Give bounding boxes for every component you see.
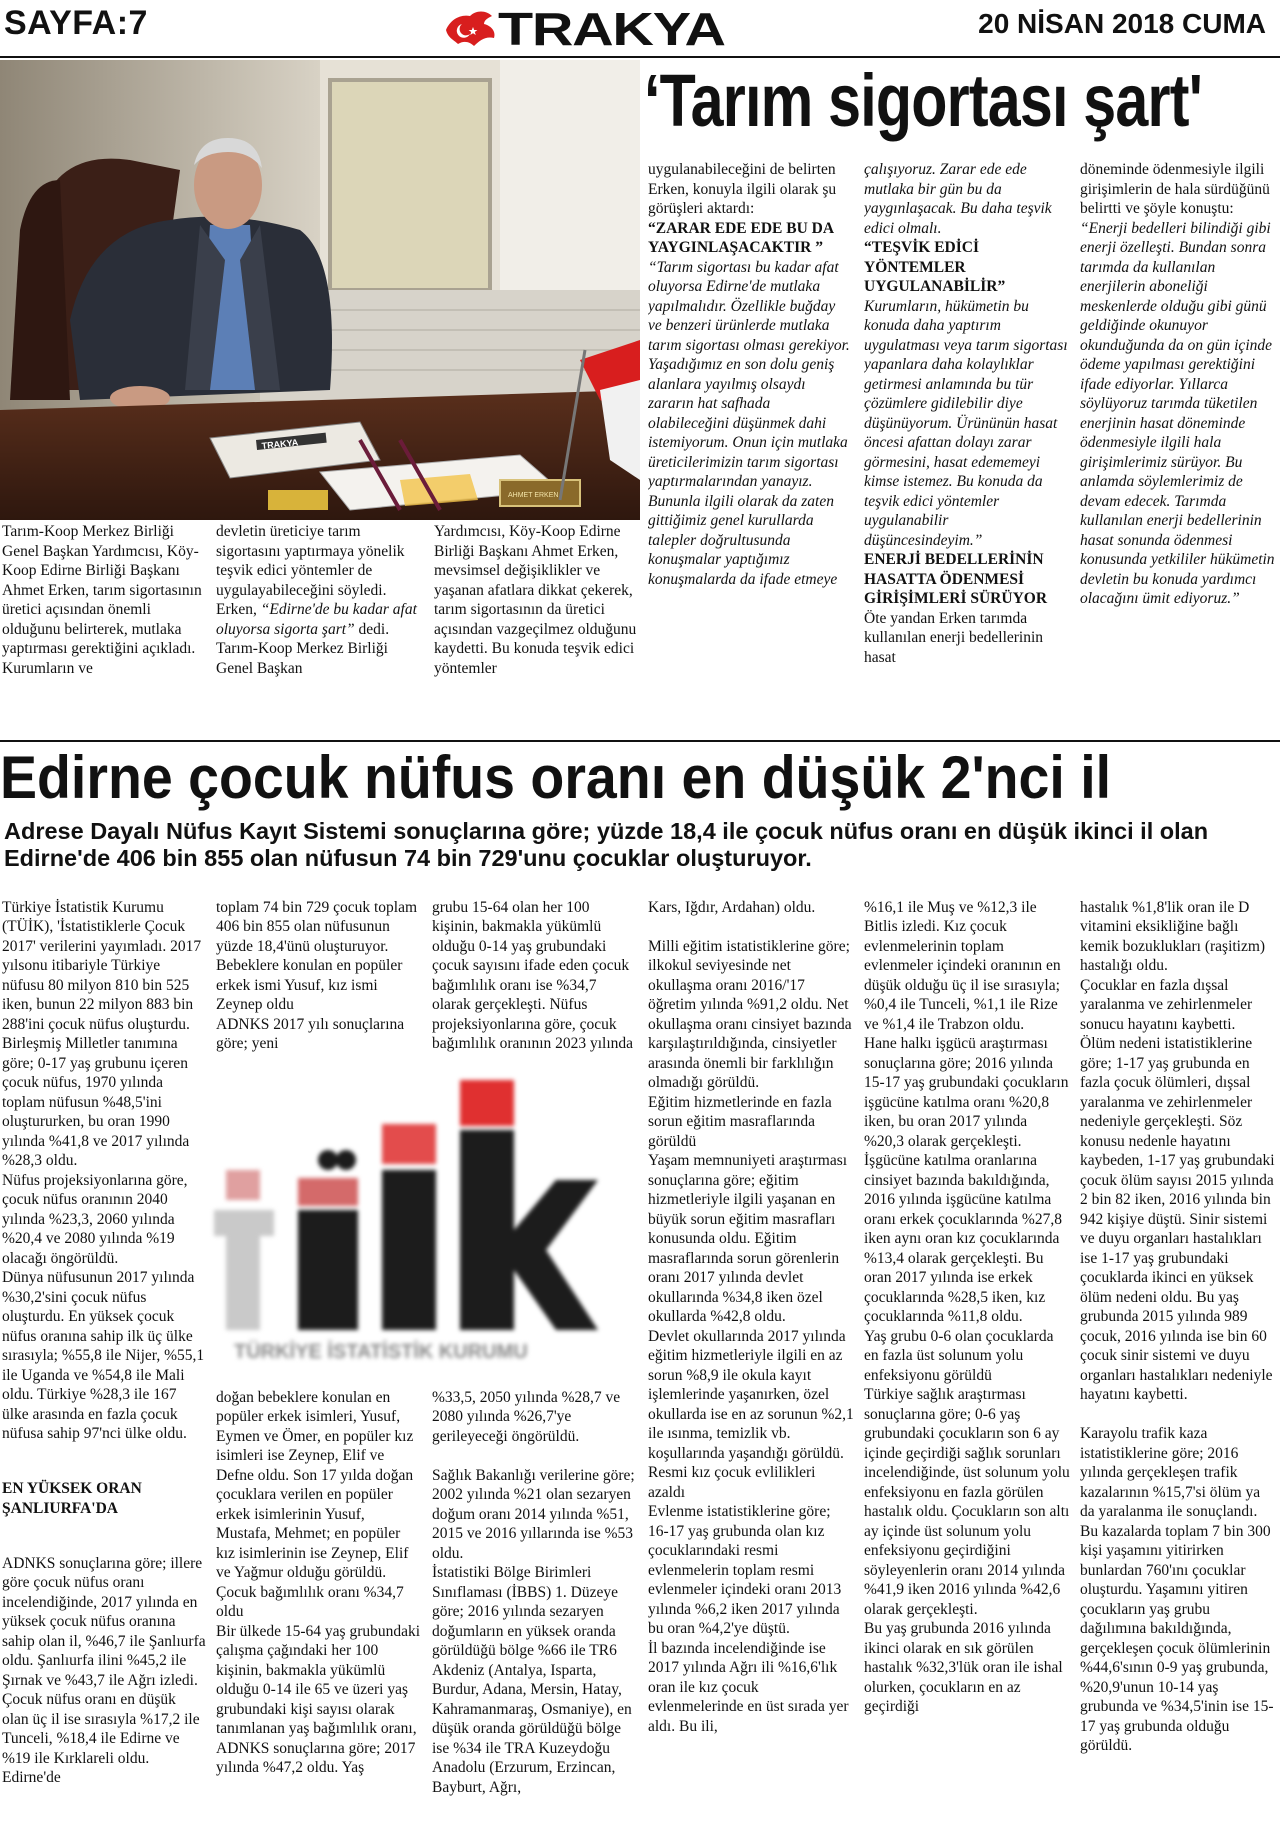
article-divider [0, 740, 1280, 742]
article1-col4-text: uygulanabileceğini de belirten Erken, konuyla ilgili olarak şu görüşleri aktardı: [648, 161, 837, 217]
newspaper-logo [440, 2, 760, 54]
article2-col1-text: Türkiye İstatistik Kurumu (TÜİK), 'İstatistiklerle Çocuk 2017' verilerini yayımladı. 2017 yılsonu itibariyle Türkiye nüfusu 80 milyon 810 bin 525 iken, bunun 22 milyon 883 bin 288'ini çocuk nüfus oluşturdu. Birleşmiş Milletler tanımına göre; 0-17 yaş grubunu içeren çocuk nüfus, 1970 yılında toplam nüfusun %48,5'ini oluştururken, bu oran 1990 yılında %41,8 ve 2017 yılında %28,3 oldu. Nüfus projeksiyonlarına göre, çocuk nüfus oranının 2040 yılında %23,3, 2060 yılında %20,4 ve 2080 yılında %19 olacağı öngörüldü. Dünya nüfusunun 2017 yılında %30,2'sini çocuk nüfus oluşturdu. En yüksek çocuk nüfus oranına sahip ilk üç ülke sırasıyla; %55,8 ile Nijer, %55,1 ile Uganda ve %54,8 ile Mali oldu. Türkiye %28,3 ile 167 ülke arasında en fazla çocuk nüfusa sahip 97'nci ülke oldu. [2, 898, 205, 1442]
turkey-map-icon [440, 6, 500, 52]
tuik-logo [206, 1060, 646, 1360]
article1-col2-text-end: dedi. [354, 620, 390, 638]
article2-headline: Edirne çocuk nüfus oranı en düşük 2'nci il [0, 744, 1112, 811]
article2-column-3-bottom [432, 1368, 638, 1838]
article2-column-5 [864, 878, 1070, 1838]
page-number: SAYFA:7 [4, 4, 148, 42]
article1-col4-quote: “Tarım sigortası bu kadar afat oluyorsa Edirne'de mutlaka yapılmalıdır. Özellikle buğday ve benzeri ürünlerde mutlaka tarım sigortası olması gerekiyor. Yaşadığımız en son dolu geniş alanlara yayılmış olsaydı zararın hat safhada olabileceğini düşünmek dahi istemiyorum. Onun için mutlaka üreticilerimizin tarım sigortası yaptırmalarından yanayız. Bununla ilgili olarak da zaten gittiğimiz genel kurullarda talepler doğrultusunda konuşmalar yaptığımız konuşmalarda da ifade etmeye [648, 258, 850, 588]
issue-date: 20 NİSAN 2018 CUMA [978, 8, 1266, 39]
article2-column-2-top [216, 878, 422, 1058]
article2-column-4 [648, 878, 854, 1838]
article1-column-3 [434, 522, 638, 734]
article2-col3-text-2: %33,5, 2050 yılında %28,7 ve 2080 yılında %26,7'ye gerileyeceği öngörüldü. Sağlık Bakanlığı verilerine göre; 2002 yılında %21 olan sezaryen doğum oranı 2014 yılında %51, 2015 ve 2016 yıllarında ise %53 oldu. İstatistiki Bölge Birimleri Sınıflaması (İBBS) 1. Düzeye göre; 2016 yılında sezaryen doğumların en yüksek oranda görüldüğü bölge %66 ile TR6 Akdeniz (Antalya, Isparta, Burdur, Adana, Mersin, Hatay, Kahramanmaraş, Osmaniye), en düşük oranda görüldüğü bölge ise %34 ile TRA Kuzeydoğu Anadolu (Erzurum, Erzincan, Bayburt, Ağrı, [432, 1388, 635, 1796]
article1-col5-subheading-1: “TEŞVİK EDİCİ YÖNTEMLER UYGULANABİLİR” [864, 239, 1006, 295]
article1-col3-text: Yardımcısı, Köy-Koop Edirne Birliği Başkanı Ahmet Erken, mevsimsel değişiklikler ve yaşanan afatlara dikkat çekerek, tarım sigortasının da üretici açısından vazgeçilmez olduğunu kaydetti. Bu konuda teşvik edici yöntemler [434, 523, 637, 677]
article1-col6-quote: “Enerji bedelleri bilindiği gibi enerji özelleşti. Bundan sonra tarımda da kullanılan enerjilerin aboneliği meskenlerde olduğu gibi günü geldiğinde okunuyor okunduğunda da on gün içinde ödeme yapılması gerektiğini ifade ediyorlar. Yıllarca söylüyoruz tarımda tüketilen enerjinin hasat döneminde ödenmesiyle ilgili hala girişimlerimiz sürüyor. Bu anlamda söylemlerimiz de devam edecek. Tarımda kullanılan enerji bedellerinin hasat sonunda ödenmesi konusunda yetkililer hükümetin devletin bu konuda yardımcı olacağını ümit ediyoruz.” [1080, 219, 1275, 607]
page-header [0, 0, 1280, 56]
article1-column-2 [216, 522, 424, 734]
article2-col6-text: hastalık %1,8'lik oran ile D vitamini eksikliğine bağlı kemik bozuklukları (raşitizm) hastalığı oldu. Çocuklar en fazla dışsal yaralanma ve zehirlenmeler sonucu hayatını kaybetti. Ölüm nedeni istatistiklerine göre; 1-17 yaş grubunda en fazla çocuk ölümleri, dışsal yaralanma ve zehirlenmeler nedeniyle gerçekleşti. Söz konusu nedenle hayatını kaybeden, 1-17 yaş grubundaki çocuk ölüm sayısı 2015 yılında 2 bin 82 iken, 2016 yılında bin 942 kişiye düştü. Sinir sistemi ve duyu organları hastalıkları ise 1-17 yaş grubundaki çocuklarda ikinci en yüksek ölüm nedeni oldu. Bu yaş grubunda 2015 yılında 989 çocuk, 2016 yılında ise bin 60 çocuk sinir sistemi ve duyu organları hastalıkları nedeniyle hayatını kaybetti. Karayolu trafik kaza istatistiklerine göre; 2016 yılında gerçekleşen trafik kazalarının %15,7'si ölüm ya da yaralanma ile sonuçlandı. Bu kazalarda toplam 7 bin 300 kişi yaşamını yitirirken bunlardan 760'ını çocuklar oluşturdu. Yaşamını yitiren çocukların yaş grubu dağılımına bakıldığında, gerçekleşen çocuk ölümlerinin %44,6'sının 0-9 yaş grubunda, %20,9'unun 10-14 yaş grubunda ve %34,5'inin ise 15-17 yaş grubunda olduğu görüldü. [1080, 898, 1275, 1754]
article2-col4-text: Kars, Iğdır, Ardahan) oldu. Milli eğitim istatistiklerine göre; ilkokul seviyesinde net okullaşma oranı 2016/'17 öğretim yılında %91,2 oldu. Net okullaşma oranı cinsiyet bazında karşılaştırıldığında, cinsiyetler arasında önemli bir farklılığın olmadığı görüldü. Eğitim hizmetlerinde en fazla sorun eğitim masraflarında görüldü Yaşam memnuniyeti araştırması sonuçlarına göre; eğitim hizmetleriyle ilgili yaşanan en büyük sorun eğitim masrafları konusunda oldu. Eğitim masraflarında sorun görenlerin oranı 2017 yılında devlet okullarında %34,8 iken özel okullarda %42,8 oldu. Devlet okullarında 2017 yılında eğitim hizmetleriyle ilgili en az sorun %8,9 ile okula kayıt işlemlerinde yaşanırken, özel okullarda ise en az sorunun %2,1 ile ısınma, temizlik vb. koşullarında yaşandığı görüldü. Resmi kız çocuk evlilikleri azaldı Evlenme istatistiklerine göre; 16-17 yaş grubunda olan kız çocuklarındaki resmi evlenmelerin toplam resmi evlenmeler içindeki oranı 2013 yılında %6,2 iken 2017 yılında bu oran %4,2'ye düştü. İl bazında incelendiğinde ise 2017 yılında Ağrı ili %16,6'lık oran ile kız çocuk evlenmelerinde en üst sırada yer aldı. Bu ili, [648, 898, 854, 1735]
article1-col2-text-2: Tarım-Koop Merkez Birliği Genel Başkan [216, 640, 388, 677]
article2-col3-text: grubu 15-64 olan her 100 kişinin, bakmakla yükümlü olduğu 0-14 yaş grubundaki çocuk sayısını ifade eden çocuk bağımlılık oranı ise %34,7 olarak gerçekleşti. Nüfus projeksiyonlarına göre, çocuk bağımlılık oranının 2023 yılında [432, 898, 634, 1052]
article2-col2-text: toplam 74 bin 729 çocuk toplam 406 bin 855 olan nüfusunun yüzde 18,4'ünü oluşturuyor. Bebeklere konulan en popüler erkek ismi Yusuf, kız ismi Zeynep oldu ADNKS 2017 yılı sonuçlarına göre; yeni [216, 898, 418, 1052]
article1-col1-text: Tarım-Koop Merkez Birliği Genel Başkan Yardımcısı, Köy-Koop Edirne Birliği Başkanı Ahmet Erken, tarım sigortasının üretici açısından önemli olduğunu belirterek, mutlaka yaptırması gerektiğini açıkladı. Kurumların ve [2, 523, 202, 677]
desk-nameplate: AHMET ERKEN [508, 492, 559, 499]
article1-col2-text: devletin üreticiye tarım sigortasını yaptırmaya yönelik teşvik edici yöntemler de uygulayabileceğini söyledi. Erken, [216, 523, 405, 618]
article1-col4-subheading: “ZARAR EDE EDE BU DA YAYGINLAŞACAKTIR ” [648, 219, 834, 256]
article2-column-3-top [432, 878, 638, 1058]
article1-column-4 [648, 160, 852, 735]
tuik-logo-caption: TÜRKİYE İSTATİSTİK KURUMU [234, 1341, 528, 1360]
article2-col1-subheading: EN YÜKSEK ORAN ŞANLIURFA'DA [2, 1480, 142, 1517]
article1-column-1 [2, 522, 206, 734]
article2-col1-text-2: ADNKS sonuçlarına göre; illere göre çocuk nüfus oranı incelendiğinde, 2017 yılında en yüksek çocuk nüfus oranına sahip olan il, %46,7 ile Şanlıurfa oldu. Şanlıurfa ilini %45,2 ile Şırnak ve %43,7 ile Ağrı izledi. Çocuk nüfus oranı en düşük olan üç il ise sırasıyla %17,2 ile Tunceli, %18,4 ile Edirne ve %19 ile Kırklareli oldu. Edirne'de [2, 1554, 206, 1786]
article2-column-6 [1080, 878, 1276, 1838]
photo-illustration [0, 60, 640, 520]
article1-headline: ‘Tarım sigortası şart' [644, 59, 1202, 142]
article1-column-5 [864, 160, 1068, 735]
tuik-logo-graphic [206, 1060, 646, 1360]
article-photo [0, 60, 640, 520]
article2-column-2-bottom [216, 1368, 422, 1838]
article1-column-6 [1080, 160, 1276, 735]
article1-col5-quote-1: çalışıyoruz. Zarar ede ede mutlaka bir gün bu da yaygınlaşacak. Bu daha teşvik edici olmalı. [864, 161, 1052, 237]
article1-col5-subheading-2: ENERJİ BEDELLERİNİN HASATTA ÖDENMESİ GİRİŞİMLERİ SÜRÜYOR [864, 551, 1048, 607]
article2-col2-text-2: doğan bebeklere konulan en popüler erkek isimleri, Yusuf, Eymen ve Ömer, en popüler kız isimleri ise Zeynep, Elif ve Defne oldu. Son 17 yılda doğan çocuklara verilen en popüler erkek isimlerinin Yusuf, Mustafa, Mehmet; en popüler kız isimlerinin ise Zeynep, Elif ve Yağmur olduğu görüldü. Çocuk bağımlılık oranı %34,7 oldu Bir ülkede 15-64 yaş grubundaki çalışma çağındaki her 100 kişinin, bakmakla yükümlü olduğu 0-14 ile 65 ve üzeri yaş grubundaki kişi sayısı olarak tanımlanan yaş bağımlılık oranı, ADNKS sonuçlarına göre; 2017 yılında %47,2 oldu. Yaş [216, 1388, 421, 1776]
article2-column-1 [2, 878, 206, 1838]
article1-col5-text: Öte yandan Erken tarımda kullanılan enerji bedellerinin hasat [864, 609, 1044, 666]
article1-col6-text: döneminde ödenmesiyle ilgili girişimlerin de hala sürdüğünü belirtti ve şöyle konuştu: [1080, 161, 1270, 217]
logo-text: TRAKYA [498, 3, 725, 55]
article2-col5-text: %16,1 ile Muş ve %12,3 ile Bitlis izledi. Kız çocuk evlenmelerinin toplam evlenmeler içindeki oranının en düşük olduğu üç il ise sırasıyla; %0,4 ile Tunceli, %1,1 ile Rize ve %1,4 ile Trabzon oldu. Hane halkı işgücü araştırması sonuçlarına göre; 2016 yılında 15-17 yaş grubundaki çocukların işgücüne katılma oranı %20,8 iken, bu oran 2017 yılında %20,3 olarak gerçekleşti. İşgücüne katılma oranlarına cinsiyet bazında bakıldığında, 2016 yılında işgücüne katılma oranı erkek çocuklarında %27,8 iken aynı oran kız çocuklarında %13,4 olarak gerçekleşti. Bu oran 2017 yılında ise erkek çocuklarında %28,5 iken, kız çocuklarında %11,8 oldu. Yaş grubu 0-6 olan çocuklarda en fazla üst solunum yolu enfeksiyonu görüldü Türkiye sağlık araştırması sonuçlarına göre; 0-6 yaş grubundaki çocukların son 6 ay içinde geçirdiği sağlık sorunları incelendiğinde, üst solunum yolu enfeksiyonu en fazla görülen hastalık oldu. Çocukların son altı ay içinde üst solunum yolu enfeksiyonu geçirdiğini söyleyenlerin oranı 2014 yılında %41,9 iken 2016 yılında %42,6 olarak gerçekleşti. Bu yaş grubunda 2016 yılında ikinci olarak en sık görülen hastalık %32,3'lük oran ile ishal olurken, çocukların en az geçirdiği [864, 898, 1070, 1715]
article1-col2-quote: “Edirne'de bu kadar afat oluyorsa sigorta şart” [216, 601, 417, 638]
article1-col5-quote-2: Kurumların, hükümetin bu konuda daha yaptırım uygulatması veya tarım sigortası yapanlara daha kolaylıklar getirmesi anlamında bu tür çözümlere gidilebilir diye düşünüyorum. Ürününün hasat öncesi afattan dolayı zarar görmesini, hasat edememeyi kimse istemez. Bu konuda da teşvik edici yöntemler uygulanabilir düşüncesindeyim.” [864, 297, 1068, 549]
desk-newspaper-title: TRAKYA [261, 437, 299, 451]
article2-subheading: Adrese Dayalı Nüfus Kayıt Sistemi sonuçlarına göre; yüzde 18,4 ile çocuk nüfus oranı en düşük ikinci il olan Edirne'de 406 bin 855 olan nüfusun 74 bin 729'unu çocuklar oluşturuyor. [4, 818, 1209, 871]
